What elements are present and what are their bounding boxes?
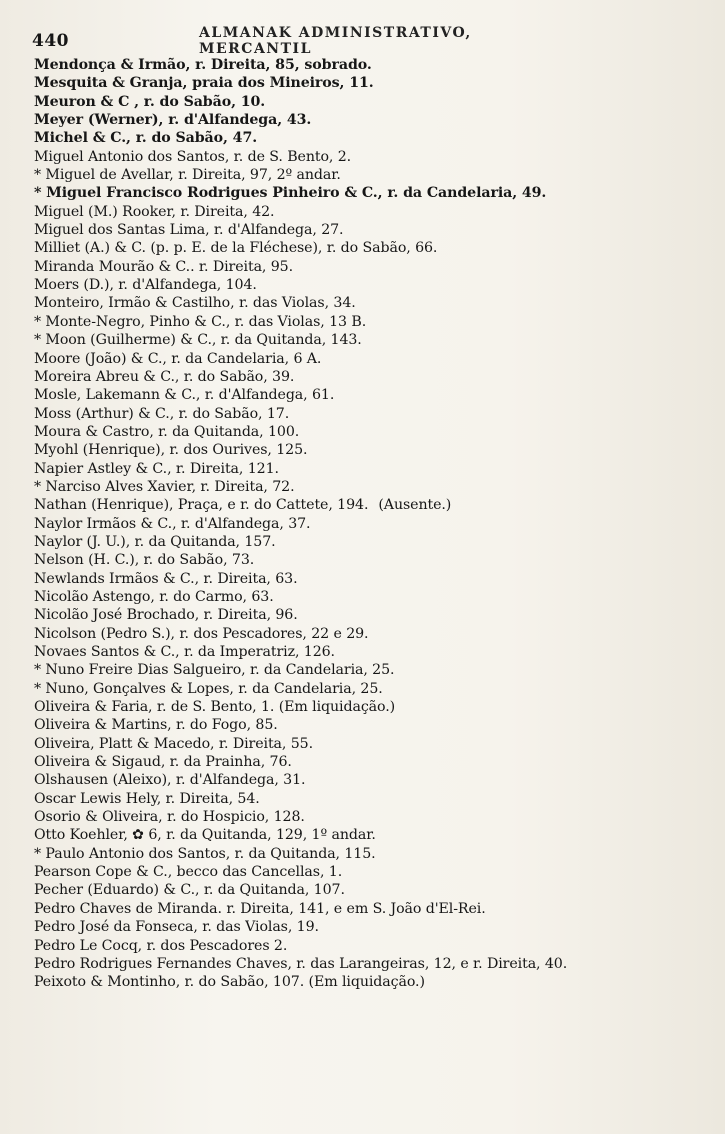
entry-text: * Miguel Francisco Rodrigues Pinheiro & C., r. da Candelaria, 49. [34, 185, 547, 202]
directory-entry [34, 423, 714, 441]
entry-text: Mendonça & Irmão, r. Direita, 85, sobrado. [34, 57, 372, 73]
entry-text: Pedro Le Cocq, r. dos Pescadores 2. [34, 937, 288, 954]
directory-entry [34, 405, 714, 423]
directory-entry [34, 588, 714, 606]
entry-text: * Narciso Alves Xavier, r. Direita, 72. [34, 478, 295, 495]
entry-text: Nathan (Henrique), Praça, e r. do Cattete, 194. [34, 497, 369, 514]
directory-entry [34, 166, 714, 184]
entry-text: Novaes Santos & C., r. da Imperatriz, 126. [34, 644, 335, 660]
running-title: ALMANAK ADMINISTRATIVO, MERCANTIL [199, 25, 472, 57]
directory-entry [34, 294, 714, 312]
entry-text: Mesquita & Granja, praia dos Mineiros, 11. [34, 75, 374, 92]
entry-text: Otto Koehler, ✿ 6, r. da Quitanda, 129, 1º andar. [34, 827, 376, 844]
entry-text: Miguel dos Santas Lima, r. d'Alfandega, 27. [34, 222, 344, 239]
directory-entry [34, 771, 714, 789]
entry-text: Nicolson (Pedro S.), r. dos Pescadores, 22 e 29. [34, 625, 369, 642]
directory-entry [34, 276, 714, 294]
entry-text: Newlands Irmãos & C., r. Direita, 63. [34, 570, 298, 587]
entry-text: Michel & C., r. do Sabão, 47. [34, 130, 258, 147]
page-header [32, 25, 552, 57]
page-number: 440 [32, 31, 69, 51]
directory-entry [34, 661, 714, 679]
directory-entry [34, 184, 714, 202]
directory-entries [34, 56, 714, 992]
directory-entry [34, 148, 714, 166]
directory-entry [34, 129, 714, 147]
directory-entry [34, 735, 714, 753]
directory-entry [34, 863, 714, 881]
entry-text: Pecher (Eduardo) & C., r. da Quitanda, 107. [34, 882, 345, 899]
directory-entry [34, 790, 714, 808]
entry-text: * Moon (Guilherme) & C., r. da Quitanda, 143. [34, 332, 362, 349]
directory-entry [34, 973, 714, 991]
entry-text: Peixoto & Montinho, r. do Sabão, 107. (Em liquidação.) [34, 974, 425, 991]
entry-text: Moore (João) & C., r. da Candelaria, 6 A. [34, 350, 322, 367]
entry-text: Oscar Lewis Hely, r. Direita, 54. [34, 790, 260, 807]
directory-entry [34, 606, 714, 624]
directory-entry [34, 93, 714, 111]
entry-text: * Nuno, Gonçalves & Lopes, r. da Candelaria, 25. [34, 680, 383, 697]
directory-entry [34, 826, 714, 844]
directory-entry [34, 643, 714, 661]
directory-entry [34, 386, 714, 404]
directory-entry [34, 331, 714, 349]
directory-entry [34, 881, 714, 899]
directory-entry [34, 239, 714, 257]
directory-entry [34, 313, 714, 331]
directory-entry [34, 496, 714, 514]
entry-text: Myohl (Henrique), r. dos Ourives, 125. [34, 442, 308, 459]
directory-entry [34, 716, 714, 734]
entry-text: Pedro Rodrigues Fernandes Chaves, r. das Larangeiras, 12, e r. Direita, 40. [34, 955, 568, 972]
directory-entry [34, 478, 714, 496]
directory-entry [34, 460, 714, 478]
entry-text: Miguel (M.) Rooker, r. Direita, 42. [34, 203, 275, 220]
entry-text: Olshausen (Aleixo), r. d'Alfandega, 31. [34, 772, 306, 789]
entry-text: Oliveira, Platt & Macedo, r. Direita, 55. [34, 735, 313, 752]
directory-entry [34, 368, 714, 386]
directory-entry [34, 570, 714, 588]
entry-text: Oliveira & Faria, r. de S. Bento, 1. (Em liquidação.) [34, 699, 396, 716]
entry-text: Meuron & C , r. do Sabão, 10. [34, 93, 266, 110]
directory-entry [34, 551, 714, 569]
entry-text: Osorio & Oliveira, r. do Hospicio, 128. [34, 809, 305, 826]
entry-text: Nelson (H. C.), r. do Sabão, 73. [34, 552, 255, 569]
entry-text: Miguel Antonio dos Santos, r. de S. Bento, 2. [34, 148, 352, 165]
entry-text: Naylor Irmãos & C., r. d'Alfandega, 37. [34, 515, 311, 532]
directory-entry [34, 111, 714, 129]
directory-entry [34, 680, 714, 698]
entry-text: Moers (D.), r. d'Alfandega, 104. [34, 277, 257, 294]
entry-text: Milliet (A.) & C. (p. p. E. de la Fléchese), r. do Sabão, 66. [34, 240, 438, 257]
entry-text: * Monte-Negro, Pinho & C., r. das Violas, 13 B. [34, 313, 367, 330]
directory-entry [34, 515, 714, 533]
directory-entry [34, 625, 714, 643]
entry-text: Oliveira & Sigaud, r. da Prainha, 76. [34, 754, 292, 771]
directory-entry [34, 74, 714, 92]
directory-entry [34, 845, 714, 863]
entry-text: Nicolão Astengo, r. do Carmo, 63. [34, 588, 274, 605]
entry-note: (Ausente.) [378, 497, 452, 514]
directory-entry [34, 56, 714, 74]
directory-entry [34, 533, 714, 551]
directory-entry [34, 918, 714, 936]
entry-text: Moura & Castro, r. da Quitanda, 100. [34, 423, 300, 440]
entry-text: Pedro Chaves de Miranda. r. Direita, 141, e em S. João d'El-Rei. [34, 900, 486, 917]
directory-entry [34, 900, 714, 918]
entry-text: Monteiro, Irmão & Castilho, r. das Violas, 34. [34, 295, 356, 312]
entry-text: Meyer (Werner), r. d'Alfandega, 43. [34, 112, 312, 129]
entry-text: Pearson Cope & C., becco das Cancellas, 1. [34, 864, 343, 881]
directory-entry [34, 955, 714, 973]
entry-text: Miranda Mourão & C.. r. Direita, 95. [34, 258, 294, 275]
directory-entry [34, 441, 714, 459]
directory-entry [34, 698, 714, 716]
entry-text: Pedro José da Fonseca, r. das Violas, 19. [34, 919, 319, 936]
entry-text: * Miguel de Avellar, r. Direita, 97, 2º andar. [34, 167, 341, 184]
entry-text: Naylor (J. U.), r. da Quitanda, 157. [34, 533, 276, 550]
directory-entry [34, 221, 714, 239]
directory-entry [34, 350, 714, 368]
entry-text: Moreira Abreu & C., r. do Sabão, 39. [34, 368, 295, 385]
directory-entry [34, 808, 714, 826]
directory-entry [34, 258, 714, 276]
directory-entry [34, 753, 714, 771]
entry-text: Nicolão José Brochado, r. Direita, 96. [34, 607, 298, 624]
directory-entry [34, 203, 714, 221]
entry-text: Oliveira & Martins, r. do Fogo, 85. [34, 717, 278, 734]
directory-entry [34, 937, 714, 955]
entry-text: * Paulo Antonio dos Santos, r. da Quitanda, 115. [34, 845, 376, 862]
entry-text: Mosle, Lakemann & C., r. d'Alfandega, 61. [34, 387, 335, 404]
entry-text: Napier Astley & C., r. Direita, 121. [34, 460, 279, 477]
entry-text: * Nuno Freire Dias Salgueiro, r. da Candelaria, 25. [34, 662, 395, 679]
entry-text: Moss (Arthur) & C., r. do Sabão, 17. [34, 405, 290, 422]
